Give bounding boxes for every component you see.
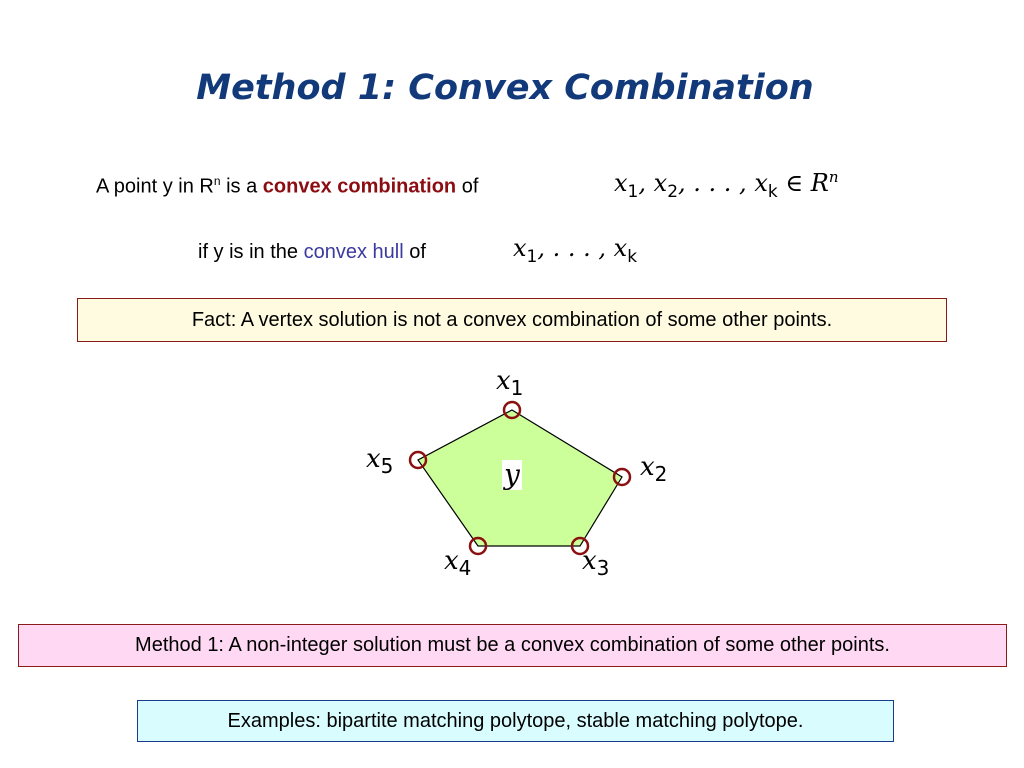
interior-point-y-label: y — [504, 458, 520, 491]
vertex-x3-label: $x_3$ — [582, 546, 610, 581]
formula-x1-sub: 1 — [627, 181, 639, 202]
method-box: Method 1: A non-integer solution must be a convex combination of some other points. — [18, 624, 1007, 667]
cond-formula-x1-sub: 1 — [526, 246, 538, 267]
formula-R-sup: n — [828, 168, 839, 186]
vertex-x1-label: $x_1$ — [496, 366, 524, 401]
cond-formula-x1: x — [513, 234, 527, 262]
formula-x1: x — [614, 169, 628, 197]
condition-suffix: of — [403, 241, 426, 263]
formula-sep1: , — [638, 169, 654, 197]
cond-formula-xk-sub: k — [627, 246, 638, 267]
formula-xk-sub: k — [767, 181, 778, 202]
slide-title: Method 1: Convex Combination — [196, 68, 814, 108]
definition-suffix: of — [456, 175, 479, 198]
cond-formula-sep: , . . . , — [537, 234, 614, 262]
formula-xk: x — [754, 169, 768, 197]
cond-formula-xk: x — [613, 234, 628, 262]
examples-box: Examples: bipartite matching polytope, stable matching polytope. — [137, 700, 894, 742]
vertex-x5-label: $x_5$ — [366, 444, 394, 479]
convex-hull-term: convex hull — [303, 241, 404, 263]
vertex-x4-label: $x_4$ — [444, 546, 472, 581]
formula-x2-sub: 2 — [667, 181, 679, 202]
definition-mid: is a — [220, 175, 263, 198]
formula-x2: x — [653, 169, 668, 197]
convex-combination-term: convex combination — [262, 175, 457, 198]
formula-sep2: , . . . , — [678, 169, 755, 197]
definition-prefix: A point y in R — [96, 175, 214, 198]
condition-prefix: if y is in the — [198, 241, 304, 263]
vertex-x2-label: $x_2$ — [640, 452, 668, 487]
formula-R: R — [810, 169, 829, 197]
fact-box: Fact: A vertex solution is not a convex combination of some other points. — [77, 298, 947, 342]
definition-prefix-sup: n — [213, 174, 221, 188]
formula-element-of: ∈ — [777, 169, 811, 197]
